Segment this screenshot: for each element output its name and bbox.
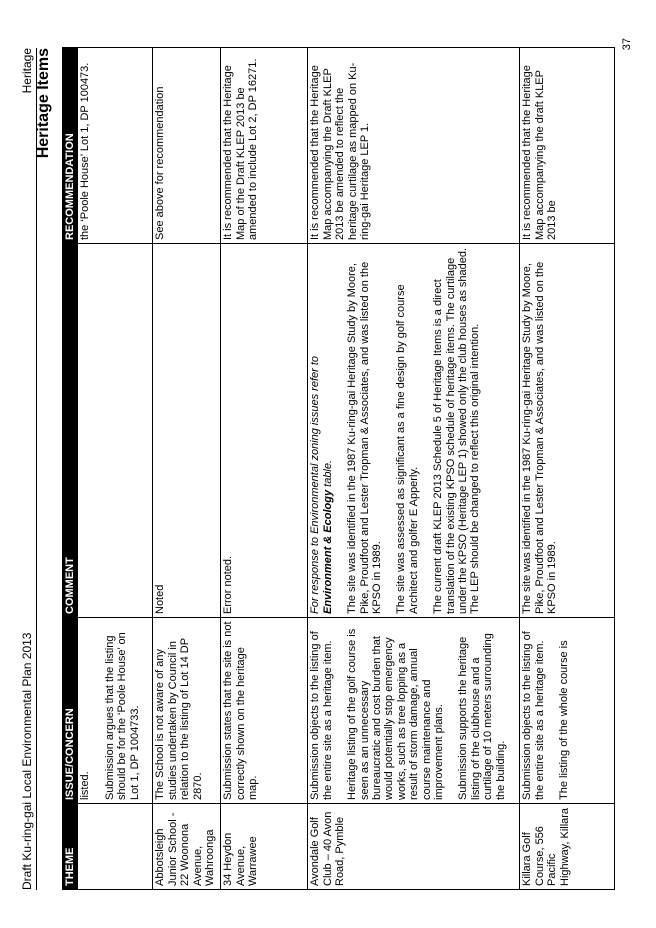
section-label: Heritage [20, 48, 34, 94]
issue-text: Submission argues that the listing should be for the ‘Poole House’ on Lot 1, DP 1004733. [103, 632, 141, 800]
comment-text: The site was assessed as significant as a fine design by golf course Architect and golfer E Apperly. [395, 284, 420, 614]
recommendation-cell: It is recommended that the Heritage Map accompanying the draft KLEP 2013 be [520, 48, 615, 244]
issue-text: Submission objects to the listing of the entire site as a heritage item. [309, 631, 334, 800]
recommendation-cell: See above for recommendation [153, 48, 221, 244]
table-row [78, 48, 153, 890]
comment-text: The site was identified in the 1987 Ku-ring-gai Heritage Study by Moore, Pike, Proudfoot and Lester Tropman & Associates, and was listed on the KPSO in 1989. [346, 261, 384, 614]
issue-cell: The School is not aware of any studies undertaken by Council in relation to the listing of Lot 14 DP 2870. [153, 618, 221, 804]
cross-reference-end: table. [321, 459, 334, 487]
heritage-items-table [62, 47, 615, 890]
recommendation-cell: It is recommended that the Heritage Map of the Draft KLEP 2013 be amended to include Lot 2, DP 16271. [221, 48, 308, 244]
comment-cell [308, 244, 520, 618]
table-header-row [63, 48, 78, 890]
column-header-comment: COMMENT [63, 244, 78, 618]
issue-cell [520, 618, 615, 804]
page-title: Heritage Items [35, 48, 52, 159]
comment-cell [78, 244, 153, 618]
recommendation-cell: the ‘Poole House’ Lot 1, DP 100473. [78, 48, 153, 244]
issue-cell [78, 618, 153, 804]
table-row [308, 48, 520, 890]
recommendation-cell: It is recommended that the Heritage Map accompanying the Draft KLEP 2013 be amended to reflect the heritage curtilage as mapped on Ku-ring-gai Heritage LEP 1. [308, 48, 520, 244]
issue-text: Heritage listing of the golf course is seen as an unnecessary bureaucratic and cost burden that would potentially stop emergency works, such as tree lopping as a result of storm damage, annual course maintenance and improvement plans. [346, 628, 446, 800]
table-row [153, 48, 221, 890]
comment-cross-reference [309, 247, 334, 614]
column-header-recommendation: RECOMMENDATION [63, 48, 78, 244]
theme-cell: Killara Golf Course, 556 Pacific Highway, Killara [520, 804, 615, 890]
comment-cell: Error noted. [221, 244, 308, 618]
theme-cell: 34 Heydon Avenue, Warrawee [221, 804, 308, 890]
table-row [221, 48, 308, 890]
cross-reference-link-text: Environment & Ecology [321, 489, 334, 614]
comment-cell: Noted [153, 244, 221, 618]
document-title: Draft Ku-ring-gai Local Environmental Plan 2013 [20, 632, 34, 890]
column-header-theme: THEME [63, 804, 78, 890]
issue-text: The listing of the whole course is [558, 640, 571, 800]
issue-text: Submission objects to the listing of the entire site as a heritage item. [521, 631, 546, 800]
theme-cell: Abbotsleigh Junior School - 22 Woonona Avenue, Wahroonga [153, 804, 221, 890]
issue-text: Submission supports the heritage listing of the clubhouse and a curtilage of 10 meters surrounding the building. [457, 633, 507, 800]
issue-cell: Submission states that the site is not correctly shown on the heritage map. [221, 618, 308, 804]
issue-text: listed. [79, 771, 92, 800]
header-rule [36, 48, 37, 890]
theme-cell: Avondale Golf Club – 40 Avon Road, Pymble [308, 804, 520, 890]
cross-reference-text: For response to Environmental zoning issues refer to [309, 355, 322, 614]
comment-text: The current draft KLEP 2013 Schedule 5 of Heritage Items is a direct translation of the existing KPSO schedule of heritage items. The curtilage under the KPSO (Heritage LEP 1) showed only the club houses as shaded. The LEP should be changed to reflect this original intention. [432, 247, 482, 614]
theme-cell [78, 804, 153, 890]
column-header-issue: ISSUE/CONCERN [63, 618, 78, 804]
page-number: 37 [621, 38, 633, 51]
issue-cell [308, 618, 520, 804]
table-row [520, 48, 615, 890]
comment-cell: The site was identified in the 1987 Ku-ring-gai Heritage Study by Moore, Pike, Proudfoot and Lester Tropman & Associates, and was listed on the KPSO in 1989. [520, 244, 615, 618]
